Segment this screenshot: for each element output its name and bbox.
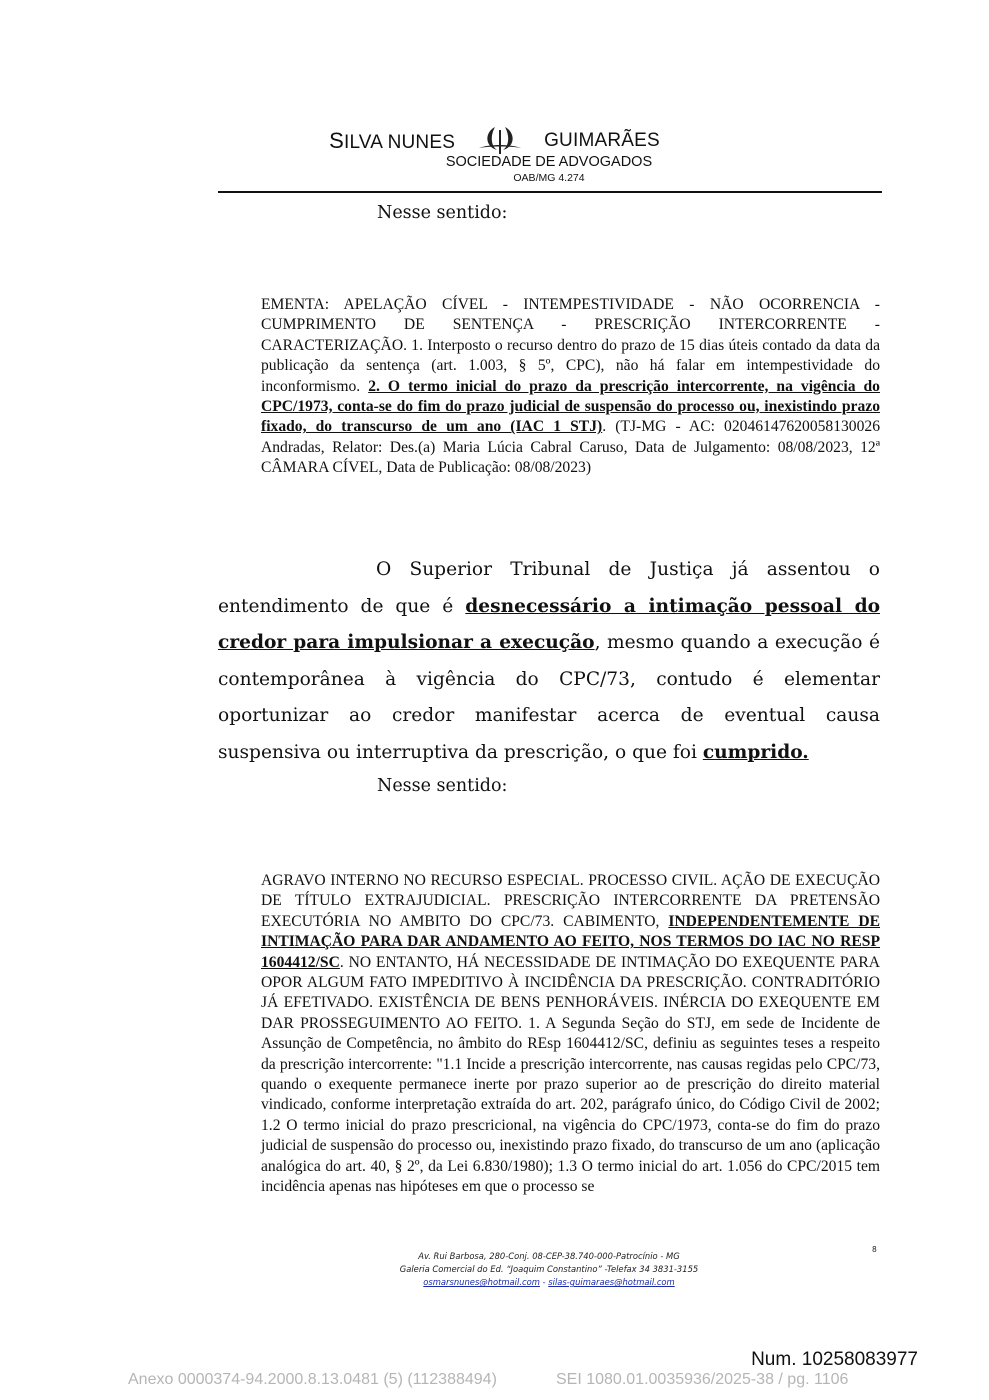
page-number: 8 xyxy=(872,1245,877,1254)
quote-1-emphasis: 2. O termo inicial do prazo da prescrição intercorrente, na vigência do CPC/1973, conta-se do fim do prazo judicial de suspensão do processo ou, inexistindo prazo fixado, do transcurso de um ano (IAC 1 STJ) xyxy=(261,377,880,436)
quote-1-text: EMENTA: APELAÇÃO CÍVEL - INTEMPESTIVIDADE - NÃO OCORRENCIA - CUMPRIMENTO DE SENTENÇA - PRESCRIÇÃO INTERCORRENTE - CARACTERIZAÇÃO. 1. Interposto o recurso dentro do prazo de 15 dias úteis contado da data da publicação da sentença (art. 1.003, § 5º, CPC), não há falar em intempestividade do inconformismo. xyxy=(261,296,880,395)
letterhead-footer xyxy=(0,1250,989,1289)
header-divider xyxy=(218,191,882,193)
footer-gallery: Galeria Comercial do Ed. “Joaquim Constantino” -Telefax 34 3831-3155 xyxy=(399,1264,699,1274)
email-link-2[interactable]: silas-guimaraes@hotmail.com xyxy=(548,1277,675,1287)
document-number-stamp: Num. 10258083977 xyxy=(751,1349,918,1370)
annex-stamp: Anexo 0000374-94.2000.8.13.0481 (5) (112388494) xyxy=(128,1371,497,1388)
sei-stamp: SEI 1080.01.0035936/2025-38 / pg. 1106 xyxy=(556,1371,849,1388)
quote-1-citation: . (TJ-MG - AC: 02046147620058130026 Andradas, Relator: Des.(a) Maria Lúcia Cabral Caruso, Data de Julgamento: 08/08/2023, 12ª CÂMARA CÍVEL, Data de Publicação: 08/08/2023) xyxy=(261,418,880,477)
firm-name-left: SILVA NUNES xyxy=(329,128,456,153)
quote-2-text: AGRAVO INTERNO NO RECURSO ESPECIAL. PROCESSO CIVIL. AÇÃO DE EXECUÇÃO DE TÍTULO EXTRAJUDICIAL. PRESCRIÇÃO INTERCORRENTE DA PRETENSÃO EXECUTÓRIA NO AMBITO DO CPC/73. CABIMENTO, xyxy=(261,872,880,930)
letterhead-name xyxy=(0,124,989,158)
letterhead-subtitle: SOCIEDADE DE ADVOGADOS xyxy=(445,154,653,170)
paragraph-emphasis-2: cumprido. xyxy=(702,741,809,763)
firm-name-right: GUIMARÃES xyxy=(544,130,660,151)
jurisprudence-quote-2 xyxy=(261,871,880,1198)
firm-logo-icon xyxy=(475,124,525,158)
intro-nesse-sentido-1: Nesse sentido: xyxy=(377,203,508,223)
paragraph-emphasis-1: desnecessário a intimação pessoal do credor para impulsionar a execução xyxy=(218,595,880,653)
jurisprudence-quote-1 xyxy=(261,295,880,479)
quote-2-text-continued: . NO ENTANTO, HÁ NECESSIDADE DE INTIMAÇÃO DO EXEQUENTE PARA OPOR ALGUM FATO IMPEDITIVO À INCIDÊNCIA DA PRESCRIÇÃO. CONTRADITÓRIO JÁ EFETIVADO. EXISTÊNCIA DE BENS PENHORÁVEIS. INÉRCIA DO EXEQUENTE EM DAR PROSSEGUIMENTO AO FEITO. 1. A Segunda Seção do STJ, em sede de Incidente de Assunção de Competência, no âmbito do REsp 1604412/SC, definiu as seguintes teses a respeito da prescrição intercorrente: "1.1 Incide a prescrição intercorrente, nas causas regidas pelo CPC/73, quando o exequente permanece inerte por prazo superior ao de prescrição do direito material vindicado, conforme interpretação extraída do art. 202, parágrafo único, do Código Civil de 2002; 1.2 O termo inicial do prazo prescricional, na vigência do CPC/1973, conta-se do fim do prazo judicial de suspensão do processo ou, inexistindo prazo fixado, do transcurso de um ano (aplicação analógica do art. 40, § 2º, da Lei 6.830/1980); 1.3 O termo inicial do art. 1.056 do CPC/2015 tem incidência apenas nas hipóteses em que o processo se xyxy=(261,953,880,1196)
main-paragraph xyxy=(218,552,880,771)
letterhead-oab: OAB/MG 4.274 xyxy=(513,172,585,184)
quote-2-emphasis: INDEPENDENTEMENTE DE INTIMAÇÃO PARA DAR ANDAMENTO AO FEITO, NOS TERMOS DO IAC NO RESP 1604412/SC xyxy=(261,912,881,971)
footer-address: Av. Rui Barbosa, 280-Conj. 08-CEP-38.740-000-Patrocínio - MG xyxy=(418,1251,680,1261)
footer-emails xyxy=(0,1276,989,1289)
intro-nesse-sentido-2: Nesse sentido: xyxy=(377,776,508,796)
paragraph-text-c: , mesmo quando a execução é contemporânea à vigência do CPC/73, contudo é elementar oportunizar ao credor manifestar acerca de eventual causa suspensiva ou interruptiva da prescrição, o que foi xyxy=(218,632,880,763)
paragraph-text-a: O Superior Tribunal de Justiça já assentou o entendimento de que é xyxy=(218,559,880,617)
email-separator: - xyxy=(539,1277,549,1287)
email-link-1[interactable]: osmarsnunes@hotmail.com xyxy=(423,1277,540,1287)
